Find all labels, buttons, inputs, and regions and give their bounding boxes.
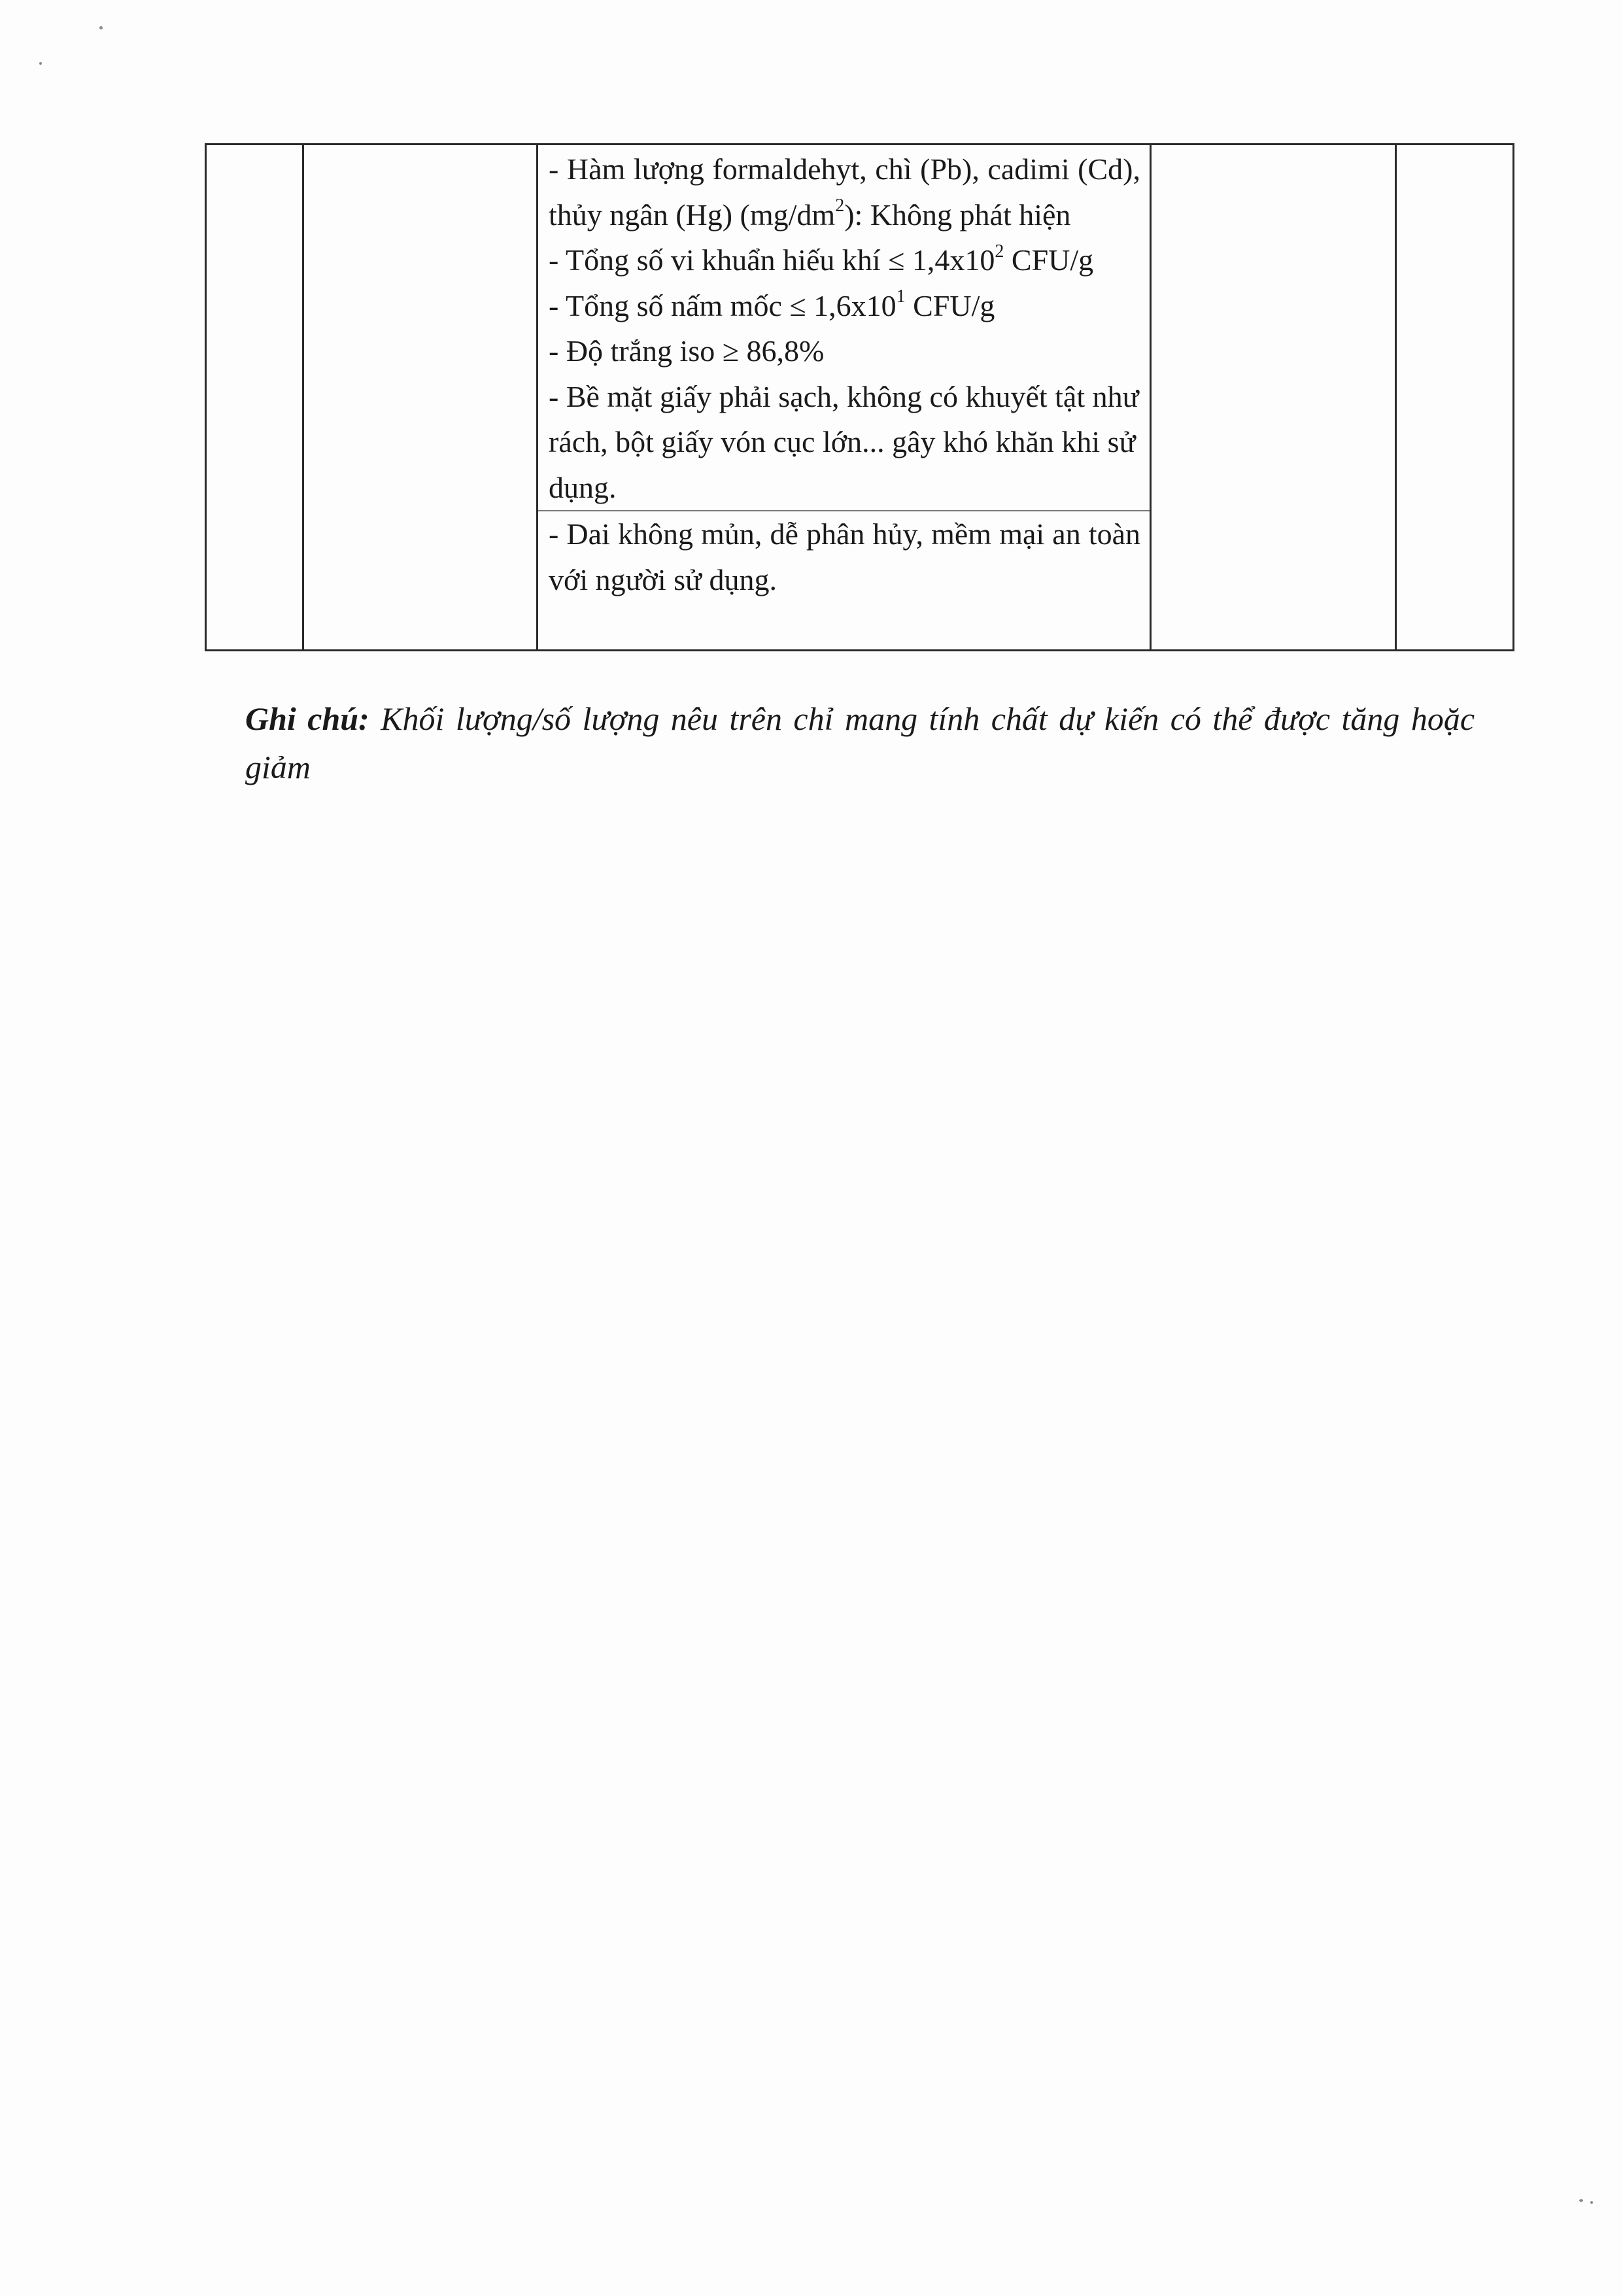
requirements-list: [538, 145, 1150, 602]
scan-speck: [39, 62, 42, 65]
requirements-cell: [538, 145, 1151, 651]
requirement-iso-brightness: - Độ trắng iso ≥ 86,8%: [549, 334, 825, 368]
empty-cell-index: [206, 145, 303, 651]
footnote-text: Khối lượng/số lượng nêu trên chỉ mang tính chất dự kiến có thể được tăng hoặc giảm: [245, 700, 1475, 785]
table-row: [206, 145, 1514, 651]
scan-speck: [99, 26, 103, 29]
empty-cell-item-name: [303, 145, 538, 651]
specification-table: [205, 143, 1514, 651]
requirement-durability: - Dai không mủn, dễ phân hủy, mềm mại an toàn với người sử dụng.: [538, 510, 1150, 602]
footnote: [245, 694, 1475, 791]
scan-speck: [1579, 2199, 1583, 2202]
requirement-mold-count: - Tổng số nấm mốc ≤ $1,6x10^1$ CFU/g: [549, 286, 995, 322]
empty-cell-quantity: [1151, 145, 1396, 651]
requirement-heavy-metals: - Hàm lượng formaldehyt, chì (Pb), cadimi (Cd), thủy ngân (Hg) $(mg/dm^2)$: Không phát hiện: [549, 152, 1140, 231]
scan-speck: [1590, 2201, 1593, 2204]
footnote-label: Ghi chú:: [245, 700, 369, 737]
requirement-surface: - Bề mặt giấy phải sạch, không có khuyết tật như rách, bột giấy vón cục lớn... gây khó khăn khi sử dụng.: [549, 379, 1139, 504]
requirement-aerobic-bacteria: - Tổng số vi khuẩn hiếu khí ≤ $1,4x10^2$ CFU/g: [549, 241, 1094, 277]
empty-cell-note: [1396, 145, 1514, 651]
